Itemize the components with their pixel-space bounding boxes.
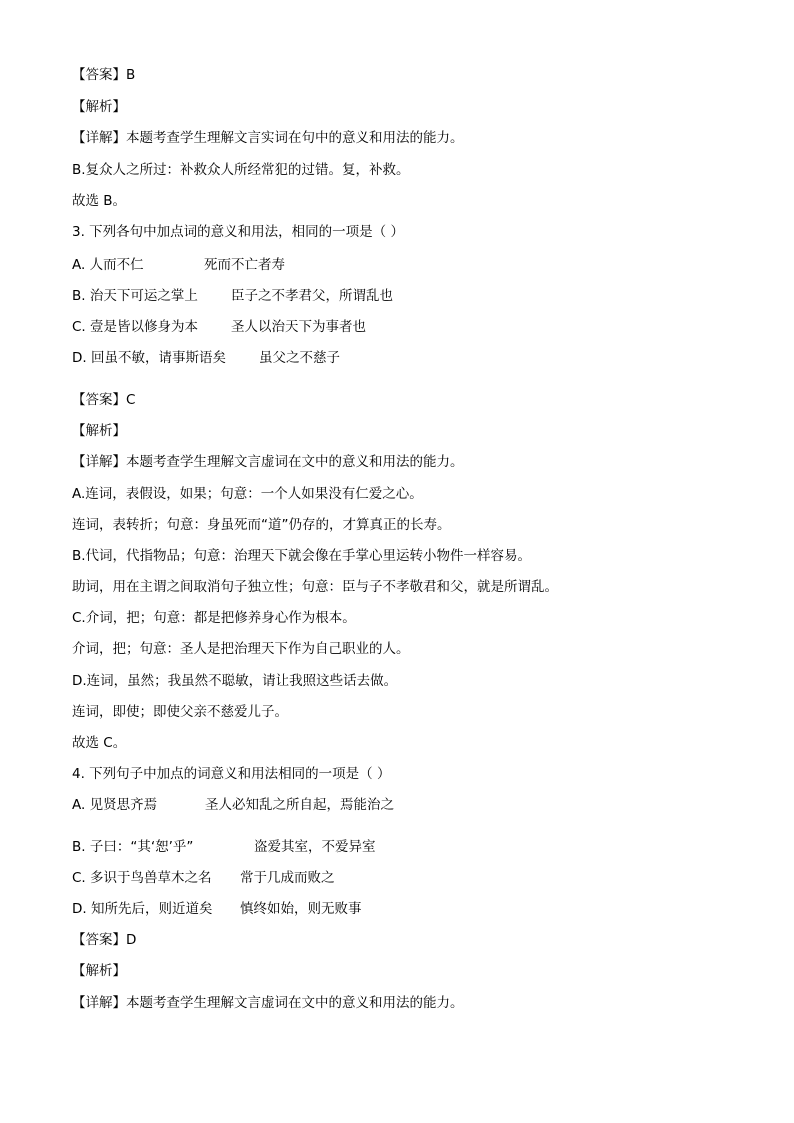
q3-option-b-first: B. 治天下可运之掌上 (72, 288, 198, 304)
detail-tag: 【详解】 (72, 454, 126, 470)
detail-tag: 【详解】 (72, 995, 126, 1011)
q3-explanation: C.介词，把；句意：都是把修养身心作为根本。 (72, 610, 356, 626)
q3-option-c-first: C. 壹是皆以修身为本 (72, 319, 199, 335)
answer-value: D (126, 932, 137, 948)
q3-analysis-tag: 【解析】 (72, 423, 126, 439)
q4-answer (72, 931, 136, 949)
detail-tag: 【详解】 (72, 130, 126, 146)
q4-analysis-tag: 【解析】 (72, 963, 126, 979)
detail-text: 本题考查学生理解文言虚词在文中的意义和用法的能力。 (126, 995, 464, 1011)
q4-option-d-second: 慎终如始，则无败事 (240, 901, 362, 917)
q4-option-a-first: A. 见贤思齐焉 (72, 797, 158, 813)
answer-value: C (126, 392, 136, 408)
q3-option-c-second: 圣人以治天下为事者也 (231, 319, 366, 335)
q2-answer (72, 66, 135, 84)
q3-detail (72, 453, 464, 471)
q3-option-a-second: 死而不亡者寿 (204, 257, 285, 273)
q2-detail (72, 129, 464, 147)
q3-stem: 3. 下列各句中加点词的意义和用法，相同的一项是（ ） (72, 224, 404, 240)
q3-explanation: D.连词，虽然；我虽然不聪敏，请让我照这些话去做。 (72, 673, 398, 689)
q4-detail (72, 994, 464, 1012)
answer-value: B (126, 67, 136, 83)
q4-option-c-first: C. 多识于鸟兽草木之名 (72, 870, 212, 886)
q4-stem: 4. 下列句子中加点的词意义和用法相同的一项是（ ） (72, 766, 391, 782)
q3-explanation: 介词，把；句意：圣人是把治理天下作为自己职业的人。 (72, 641, 410, 657)
q4-option-a-second: 圣人必知乱之所自起，焉能治之 (205, 797, 394, 813)
q3-explanation: 助词，用在主谓之间取消句子独立性；句意：臣与子不孝敬君和父，就是所谓乱。 (72, 579, 558, 595)
q3-explanation: 连词，表转折；句意：身虽死而“道”仍存的，才算真正的长寿。 (72, 517, 451, 533)
q3-option-a-first: A. 人而不仁 (72, 257, 144, 273)
q4-option-b-first: B. 子曰：“其‘恕’乎” (72, 839, 194, 855)
q3-option-d-second: 虽父之不慈子 (259, 350, 340, 366)
q4-option-d-first: D. 知所先后，则近道矣 (72, 901, 213, 917)
answer-tag: 【答案】 (72, 67, 126, 83)
q2-analysis-tag: 【解析】 (72, 99, 126, 115)
detail-text: 本题考查学生理解文言虚词在文中的意义和用法的能力。 (126, 454, 464, 470)
answer-tag: 【答案】 (72, 932, 126, 948)
q3-option-d-first: D. 回虽不敏，请事斯语矣 (72, 350, 226, 366)
q2-explain-b: B.复众人之所过：补救众人所经常犯的过错。复，补救。 (72, 162, 410, 178)
q3-explanation: 连词，即使；即使父亲不慈爱儿子。 (72, 704, 288, 720)
q3-conclusion: 故选 C。 (72, 735, 127, 751)
q2-conclusion: 故选 B。 (72, 193, 127, 209)
q3-option-b-second: 臣子之不孝君父，所谓乱也 (231, 288, 393, 304)
detail-text: 本题考查学生理解文言实词在句中的意义和用法的能力。 (126, 130, 464, 146)
q3-answer (72, 391, 135, 409)
answer-tag: 【答案】 (72, 392, 126, 408)
q3-explanation: B.代词，代指物品；句意：治理天下就会像在手掌心里运转小物件一样容易。 (72, 548, 532, 564)
q4-option-b-second: 盗爱其室，不爱异室 (254, 839, 376, 855)
q4-option-c-second: 常于几成而败之 (240, 870, 335, 886)
q3-explanation: A.连词，表假设，如果；句意：一个人如果没有仁爱之心。 (72, 486, 423, 502)
